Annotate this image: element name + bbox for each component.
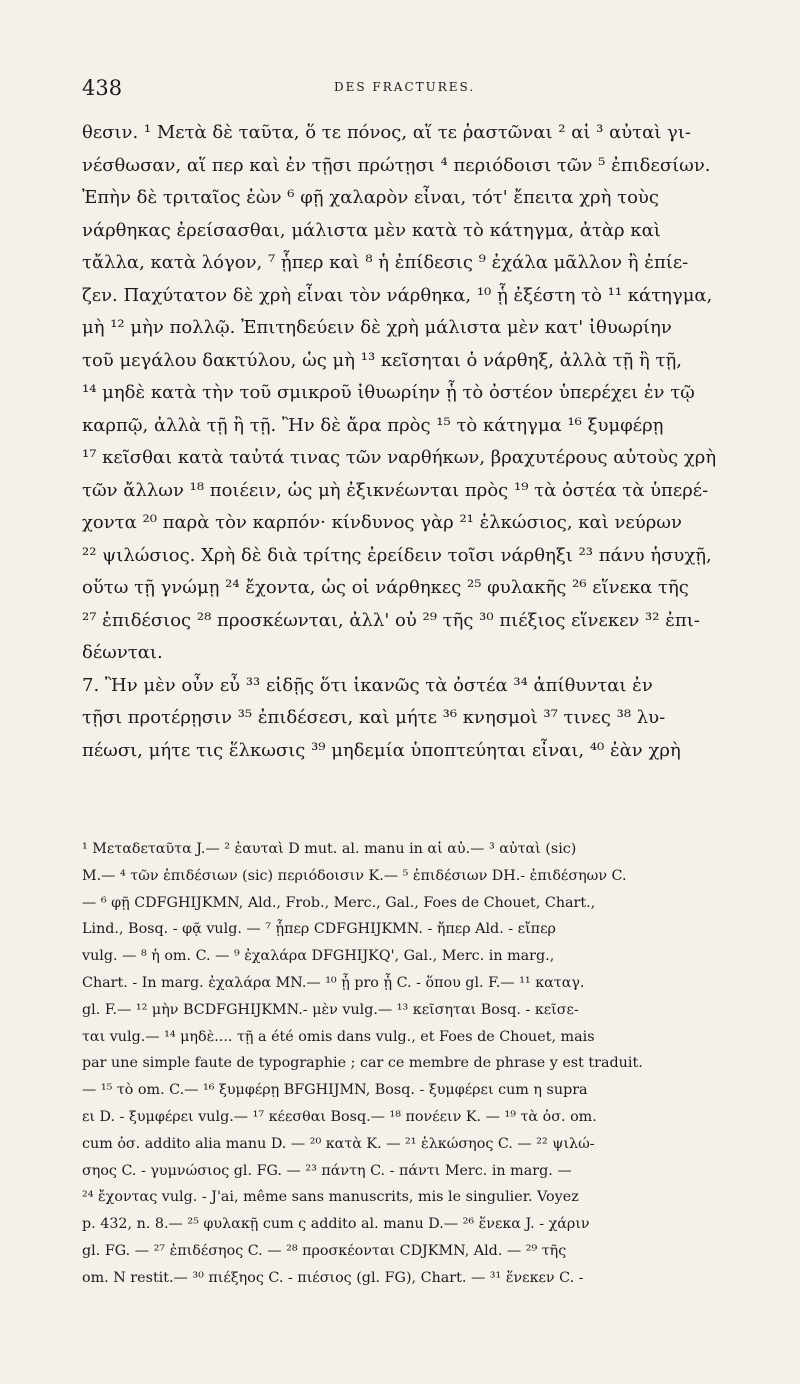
footnote-line: Lind., Bosq. - φᾷ vulg. — ⁷ ᾗπερ CDFGHIJKMN. - ἤπερ Ald. - εἴπερ <box>82 921 556 938</box>
text-line: δέωνται. <box>82 642 163 663</box>
footnote-line: om. N restit.— ³⁰ πιέξηος C. - πιέσιος (gl. FG), Chart. — ³¹ ἕνεκεν C. - <box>82 1269 584 1286</box>
text-line: τῶν ἄλλων ¹⁸ ποιέειν, ὡς μὴ ἐξικνέωνται πρὸς ¹⁹ τὰ ὀστέα τὰ ὑπερέ- <box>82 479 709 501</box>
footnote-line: gl. F.— ¹² μὴν BCDFGHIJKMN.- μὲν vulg.— ¹³ κεῖσηται Bosq. - κεῖσε- <box>82 1001 579 1018</box>
text-line: Ἐπὴν δὲ τριταῖος ἐὼν ⁶ φῇ χαλαρὸν εἶναι, τότ' ἔπειτα χρὴ τοὺς <box>82 187 659 208</box>
footnote-line: par une simple faute de typographie ; car ce membre de phrase y est traduit. <box>82 1055 643 1072</box>
text-line: ²⁷ ἐπιδέσιος ²⁸ προσκέωνται, ἀλλ' οὐ ²⁹ τῆς ³⁰ πιέξιος εἵνεκεν ³² ἐπι- <box>82 609 700 631</box>
footnote-line: ²⁴ ἔχοντας vulg. - J'ai, même sans manuscrits, mis le singulier. Voyez <box>82 1189 579 1206</box>
text-line: ¹⁷ κεῖσθαι κατὰ ταὐτά τινας τῶν ναρθήκων, βραχυτέρους αὐτοὺς χρὴ <box>82 447 717 468</box>
footnote-line: p. 432, n. 8.— ²⁵ φυλακῇ cum ς addito al. manu D.— ²⁶ ἕνεκα J. - χάριν <box>82 1216 590 1233</box>
text-line: ¹⁴ μηδὲ κατὰ τὴν τοῦ σμικροῦ ἰθυωρίην ᾗ τὸ ὀστέον ὑπερέχει ἐν τῷ <box>82 382 695 403</box>
footnote-line: — ⁶ φῇ CDFGHIJKMN, Ald., Frob., Merc., Gal., Foes de Chouet, Chart., <box>82 894 596 911</box>
footnotes <box>82 836 742 1292</box>
footnote-line: vulg. — ⁸ ἡ om. C. — ⁹ ἐχαλάρα DFGHIJKQ', Gal., Merc. in marg., <box>82 948 555 965</box>
footnote-line: cum ὀσ. addito alia manu D. — ²⁰ κατὰ K. — ²¹ ἑλκώσηος C. — ²² ψιλώ- <box>82 1135 595 1152</box>
footnote-line: σηος C. - γυμνώσιος gl. FG. — ²³ πάντη C. - πάντι Merc. in marg. — <box>82 1162 572 1179</box>
page-number: 438 <box>82 76 123 100</box>
text-line: ²² ψιλώσιος. Χρὴ δὲ διὰ τρίτης ἐρείδειν τοῖσι νάρθηξι ²³ πάνυ ἡσυχῇ, <box>82 544 712 566</box>
page-header <box>82 76 742 106</box>
footnote-line: Chart. - In marg. ἐχαλάρα MN.— ¹⁰ ᾗ pro ᾗ C. - ὅπου gl. F.— ¹¹ καταγ. <box>82 974 585 991</box>
text-line: καρπῷ, ἀλλὰ τῇ ἢ τῇ. Ἢν δὲ ἄρα πρὸς ¹⁵ τὸ κάτηγμα ¹⁶ ξυμφέρῃ <box>82 414 664 436</box>
running-title: DES FRACTURES. <box>334 80 476 94</box>
text-line: τοῦ μεγάλου δακτύλου, ὡς μὴ ¹³ κεῖσηται ὁ νάρθηξ, ἀλλὰ τῇ ἢ τῇ, <box>82 349 683 371</box>
text-line: πέωσι, μήτε τις ἕλκωσις ³⁹ μηδεμία ὑποπτεύηται εἶναι, ⁴⁰ ἐὰν χρὴ <box>82 739 681 761</box>
footnote-line: gl. FG. — ²⁷ ἐπιδέσηος C. — ²⁸ προσκέονται CDJKMN, Ald. — ²⁹ τῆς <box>82 1242 567 1259</box>
text-line: τῇσι προτέρῃσιν ³⁵ ἐπιδέσεσι, καὶ μήτε ³⁶ κνησμοὶ ³⁷ τινες ³⁸ λυ- <box>82 707 666 728</box>
text-line: θεσιν. ¹ Μετὰ δὲ ταῦτα, ὅ τε πόνος, αἵ τε ῥαστῶναι ² αἱ ³ αὐταὶ γι- <box>82 122 691 143</box>
footnote-line: ¹ Μεταδεταῦτα J.— ² ἑαυταὶ D mut. al. manu in αἱ αὐ.— ³ αὐταὶ (sic) <box>82 841 577 857</box>
text-line: νέσθωσαν, αἵ περ καὶ ἐν τῇσι πρώτῃσι ⁴ περιόδοισι τῶν ⁵ ἐπιδεσίων. <box>82 154 711 176</box>
main-text <box>82 117 742 767</box>
text-line: μὴ ¹² μὴν πολλῷ. Ἐπιτηδεύειν δὲ χρὴ μάλιστα μὲν κατ' ἰθυωρίην <box>82 317 672 338</box>
text-line: τἄλλα, κατὰ λόγον, ⁷ ᾗπερ καὶ ⁸ ἡ ἐπίδεσις ⁹ ἐχάλα μᾶλλον ἢ ἐπίε- <box>82 252 689 273</box>
text-line: ζεν. Παχύτατον δὲ χρὴ εἶναι τὸν νάρθηκα, ¹⁰ ᾗ ἐξέστη τὸ ¹¹ κάτηγμα, <box>82 284 713 306</box>
text-line: οὕτω τῇ γνώμῃ ²⁴ ἔχοντα, ὡς οἱ νάρθηκες ²⁵ φυλακῆς ²⁶ εἵνεκα τῆς <box>82 577 689 598</box>
footnote-line: — ¹⁵ τὸ om. C.— ¹⁶ ξυμφέρῃ BFGHIJMN, Bosq. - ξυμφέρει cum η supra <box>82 1082 588 1099</box>
text-line: 7. Ἢν μὲν οὖν εὖ ³³ εἰδῇς ὅτι ἱκανῶς τὰ ὀστέα ³⁴ ἀπίθυνται ἐν <box>82 674 653 696</box>
text-line: χοντα ²⁰ παρὰ τὸν καρπόν· κίνδυνος γὰρ ²¹ ἑλκώσιος, καὶ νεύρων <box>82 512 682 533</box>
footnote-line: M.— ⁴ τῶν ἐπιδέσιων (sic) περιόδοισιν K.— ⁵ ἐπιδέσιων DH.- ἐπιδέσηων C. <box>82 867 627 884</box>
footnote-line: ει D. - ξυμφέρει vulg.— ¹⁷ κέεσθαι Bosq.— ¹⁸ πονέειν K. — ¹⁹ τὰ ὀσ. om. <box>82 1108 597 1125</box>
text-line: νάρθηκας ἐρείσασθαι, μάλιστα μὲν κατὰ τὸ κάτηγμα, ἀτὰρ καὶ <box>82 219 661 241</box>
footnote-line: ται vulg.— ¹⁴ μηδὲ.... τῇ a été omis dans vulg., et Foes de Chouet, mais <box>82 1028 595 1045</box>
